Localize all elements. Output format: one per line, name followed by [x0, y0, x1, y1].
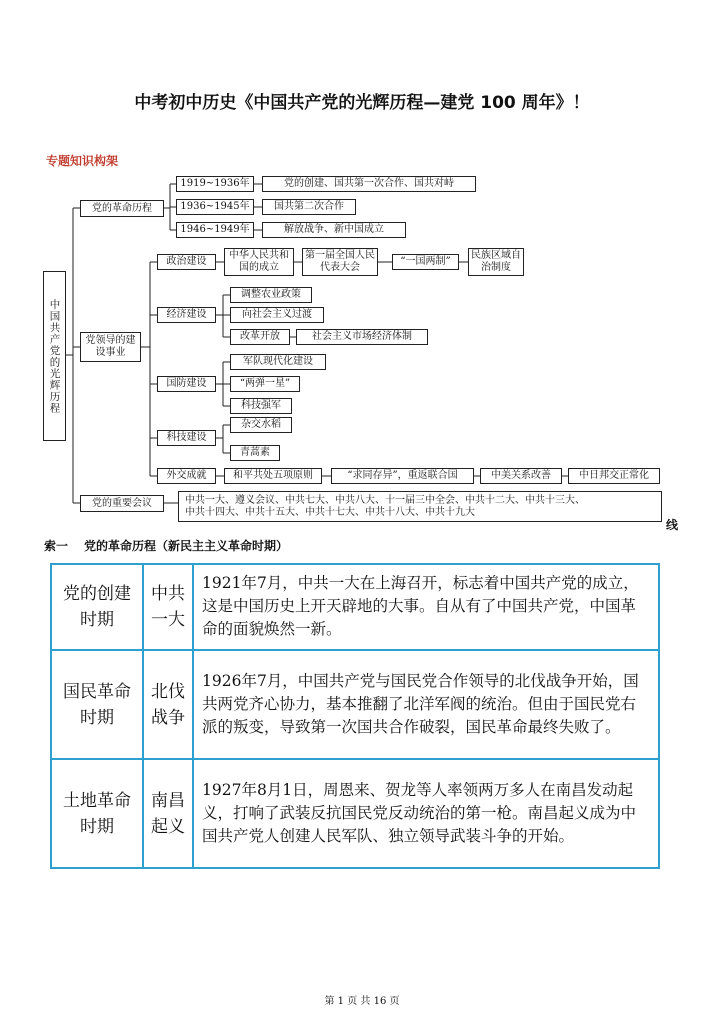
economy-item-socialism: 向社会主义过渡	[230, 307, 324, 323]
meetings-list	[178, 491, 662, 522]
science-item-rice: 杂交水稻	[230, 417, 292, 433]
defense-label: 国防建设	[157, 376, 216, 392]
tree-root: 中国共产党的光辉历程	[43, 271, 66, 441]
section-label: 专题知识构架	[46, 154, 119, 168]
row-description: 1921年7月，中共一大在上海召开，标志着中国共产党的成立，这是中国历史上开天辟地的大事。自从有了中国共产党，中国革命的面貌焕然一新。	[193, 564, 659, 650]
row-event: 中共一大	[143, 564, 193, 650]
period-content-1: 党的创建、国共第一次合作、国共对峙	[262, 176, 476, 192]
economy-item-reform: 改革开放	[230, 329, 290, 345]
economy-item-market: 社会主义市场经济体制	[296, 329, 428, 345]
page-footer: 第 1 页 共 16 页	[324, 996, 400, 1007]
science-item-artemisinin: 青蒿素	[230, 445, 280, 461]
section-index: 索一	[44, 539, 69, 553]
meetings-line-1: 中共一大、遵义会议、中共七大、中共八大、十一届三中全会、中共十二大、中共十三大、	[185, 494, 585, 506]
politics-label: 政治建设	[157, 254, 216, 270]
politics-item-npc: 第一届全国人民代表大会	[302, 248, 378, 276]
edge-character: 线	[666, 518, 679, 532]
row-event: 北伐战争	[143, 650, 193, 759]
period-content-2: 国共第二次合作	[262, 199, 356, 215]
meetings-line-2: 中共十四大、中共十五大、中共十七大、中共十八大、中共十九大	[185, 506, 475, 518]
branch-meetings: 党的重要会议	[80, 495, 164, 512]
diplomacy-item-principles: 和平共处五项原则	[224, 468, 322, 484]
table-row	[51, 650, 659, 759]
defense-item-two-bombs: “两弹一星”	[230, 376, 300, 392]
politics-item-one-country: “一国两制”	[392, 254, 459, 270]
period-1936-1945: 1936~1945年	[176, 199, 254, 215]
row-period: 土地革命时期	[51, 759, 143, 868]
row-period: 党的创建时期	[51, 564, 143, 650]
row-period: 国民革命时期	[51, 650, 143, 759]
page-title: 中考初中历史《中国共产党的光辉历程—建党 100 周年》！	[134, 93, 590, 113]
politics-item-autonomy: 民族区域自治制度	[468, 248, 524, 276]
period-content-3: 解放战争、新中国成立	[262, 222, 406, 238]
row-description: 1927年8月1日，周恩来、贺龙等人率领两万多人在南昌发动起义，打响了武装反抗国民党反动统治的第一枪。南昌起义成为中国共产党人创建人民军队、独立领导武装斗争的开始。	[193, 759, 659, 868]
branch-construction: 党领导的建设事业	[80, 332, 141, 362]
science-label: 科技建设	[157, 430, 216, 446]
defense-item-modernize: 军队现代化建设	[230, 354, 326, 370]
branch-revolution: 党的革命历程	[80, 200, 164, 217]
politics-item-prc: 中华人民共和国的成立	[224, 248, 294, 276]
period-1946-1949: 1946~1949年	[176, 222, 254, 238]
economy-item-agri: 调整农业政策	[230, 287, 312, 303]
row-description: 1926年7月，中国共产党与国民党合作领导的北伐战争开始，国共两党齐心协力，基本推翻了北洋军阀的统治。但由于国民党右派的叛变，导致第一次国共合作破裂，国民革命最终失败了。	[193, 650, 659, 759]
table-row	[51, 759, 659, 868]
diplomacy-item-un: “求同存异”，重返联合国	[331, 468, 474, 484]
revolution-table	[50, 563, 660, 869]
table-row	[51, 564, 659, 650]
row-event: 南昌起义	[143, 759, 193, 868]
economy-label: 经济建设	[157, 307, 216, 323]
diplomacy-item-japan: 中日邦交正常化	[568, 468, 660, 484]
defense-item-tech-army: 科技强军	[230, 398, 292, 414]
period-1919-1936: 1919~1936年	[176, 176, 254, 192]
section-title: 党的革命历程（新民主主义革命时期）	[84, 539, 289, 553]
section-heading	[44, 537, 304, 554]
diplomacy-label: 外交成就	[157, 468, 216, 484]
diplomacy-item-us: 中美关系改善	[480, 468, 562, 484]
